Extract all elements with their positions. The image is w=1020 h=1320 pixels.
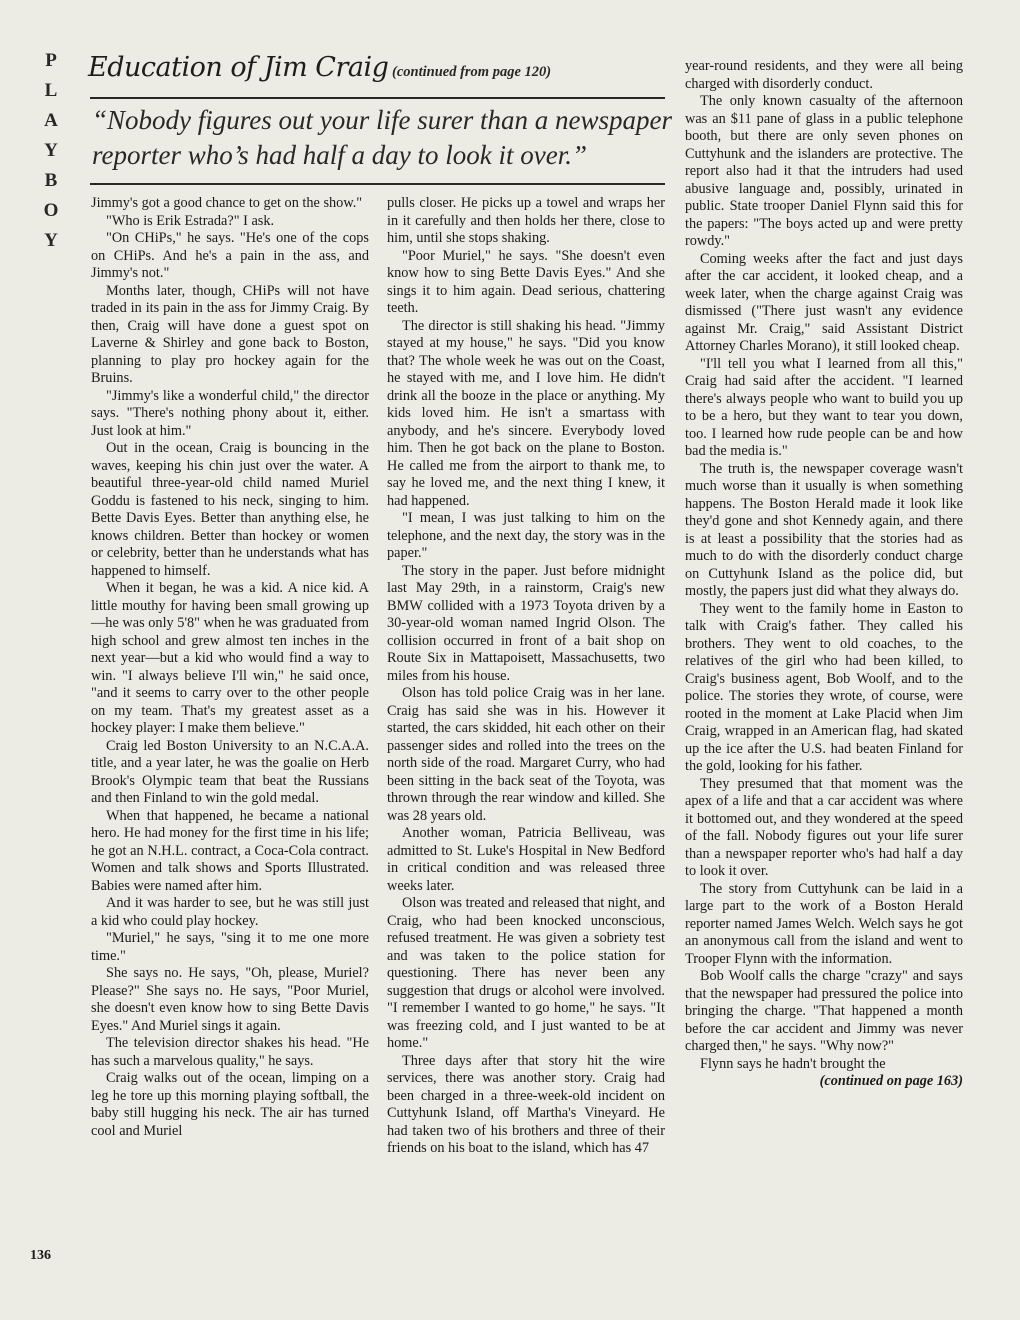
paragraph: And it was harder to see, but he was still just a kid who could play hockey.: [91, 895, 369, 929]
paragraph: "Jimmy's like a wonderful child," the director says. "There's nothing phony about it, either. Just look at him.": [91, 387, 369, 439]
paragraph: Out in the ocean, Craig is bouncing in the waves, keeping his chin just over the water. A beautiful three-year-old child named Muriel Goddu is fastened to his neck, singing to him. Bette Davis Eyes. Better than anything else, he knows children. Better than hockey or women or celebrity, better than he understands what has happened to himself.: [91, 440, 369, 579]
page-number: 136: [30, 1248, 51, 1263]
sidebar-letter: B: [44, 170, 58, 191]
sidebar-letter: L: [44, 80, 58, 101]
paragraph: When it began, he was a kid. A nice kid. A little mouthy for having been small growing up—he was only 5'8" when he was graduated from high school and grew almost ten inches in the next year—but a kid who would find a way to win. "I always believe I'll win," he said once, "and it seems to carry over to the other people on my team. That's my greatest asset as a hockey player: I make them believe.": [91, 580, 369, 736]
paragraph: "Who is Erik Estrada?" I ask.: [106, 212, 275, 229]
paragraph: Craig led Boston University to an N.C.A.A. title, and a year later, he was the goalie on Herb Brook's Olympic team that beat the Russians and then Finland to win the gold medal.: [91, 737, 369, 806]
paragraph: "I mean, I was just talking to him on the telephone, and the next day, the story was in the paper.": [387, 510, 665, 561]
paragraph: When that happened, he became a national hero. He had money for the first time in his life; he got an N.H.L. contract, a Coca-Cola contract. Women and talk shows and Sports Illustrated. Babies were named after him.: [91, 807, 369, 894]
article-column-1: [91, 195, 369, 1140]
paragraph: pulls closer. He picks up a towel and wraps her in it carefully and then holds her there, close to him, until she stops shaking.: [387, 195, 665, 246]
paragraph: The only known casualty of the afternoon was an $11 pane of glass in a public telephone booth, but there are only seven phones on Cuttyhunk and the islanders are protective. The report also had it that the intruders had used abusive language and, possibly, urinated in public. State trooper Daniel Flynn said this for the papers: "The boys acted up and were pretty rowdy.": [685, 93, 963, 249]
paragraph: Craig walks out of the ocean, limping on a leg he tore up this morning playing softball, the baby still hugging his neck. The air has turned cool and Muriel: [91, 1070, 369, 1139]
sidebar-letter: O: [43, 200, 59, 221]
paragraph: Bob Woolf calls the charge "crazy" and says that the newspaper had pressured the police into bringing the charge. "That happened a month before the car accident and Jimmy was never charged then," he says. "Why now?": [685, 968, 963, 1054]
article-column-2: [387, 195, 665, 1158]
pull-quote-bottom-rule: [90, 183, 665, 185]
paragraph: "I'll tell you what I learned from all this," Craig had said after the accident. "I learned there's always people who want to build you up to be a hero, but they want to tear you down, too. I learned how rude people can be and how bad the media is.": [685, 355, 963, 459]
paragraph: Olson has told police Craig was in her lane. Craig has said she was in his. However it started, the cars skidded, hit each other on their passenger sides and rolled into the trees on the north side of the road. Margaret Curry, who had been sitting in the back seat of the Toyota, was thrown through the rear window and killed. She was 28 years old.: [387, 685, 665, 824]
paragraph: The truth is, the newspaper coverage wasn't much worse than it usually is when something happens. The Boston Herald made it look like they'd gone and shot Kennedy again, and there is at least a possibility that the stories had as much to do with the disorderly conduct charge on Cuttyhunk Island as the police did, but mostly, the papers just did what they always do.: [685, 460, 963, 599]
paragraph: "Muriel," he says, "sing it to me one more time.": [91, 930, 369, 964]
paragraph: They presumed that that moment was the apex of a life and that a car accident was where it bottomed out, and they wondered at the speed of the fall. Nobody figures out your life surer than a newspaper reporter who's had half a day to look it over.: [685, 775, 963, 879]
continued-from-note: (continued from page 120): [392, 64, 552, 80]
paragraph: Another woman, Patricia Belliveau, was admitted to St. Luke's Hospital in New Bedford in critical condition and was released three weeks later.: [387, 825, 665, 894]
paragraph: The story in the paper. Just before midnight last May 29th, in a rainstorm, Craig's new BMW collided with a 1973 Toyota driven by a 30-year-old woman named Ingrid Olson. The collision occurred in front of a bait shop on Route Six in Mattapoisett, Massachusetts, two miles from his house.: [387, 562, 665, 684]
paragraph: Coming weeks after the fact and just days after the car accident, it looked cheap, and a week later, when the charge against Craig was dismissed ("There just wasn't any evidence against Mr. Craig," said Assistant District Attorney Charles Morano), it still looked cheap.: [685, 250, 963, 354]
paragraph: Olson was treated and released that night, and Craig, who had been knocked unconscious, refused treatment. He was given a sobriety test and was taken to the police station for questioning. There has never been any suggestion that drugs or alcohol were involved. "I remember I wanted to go home," he says. "It was freezing cold, and I just wanted to be at home.": [387, 895, 665, 1051]
article-title: Education of Jim Craig: [88, 52, 389, 83]
sidebar-letter: A: [44, 110, 58, 131]
paragraph: The story from Cuttyhunk can be laid in a large part to the work of a Boston Herald reporter named James Welch. Welch says he got an anonymous call from the island and went to Trooper Flynn with the information.: [685, 880, 963, 967]
paragraph: The director is still shaking his head. "Jimmy stayed at my house," he says. "Did you know that? The whole week he was out on the Coast, he stayed with me, and I love him. He didn't drink all the booze in the place or anything. My kids loved him. He isn't a smartass with anybody, and he's sincere. Everybody loved him. Then he got back on the plane to Boston. He called me from the airport to thank me, to say he loved me, and the next thing I knew, it had happened.: [387, 317, 665, 509]
sidebar-letter: Y: [44, 140, 58, 161]
paragraph: "On CHiPs," he says. "He's one of the cops on CHiPs. And he's a pain in the ass, and Jimmy's not.": [91, 230, 369, 281]
paragraph: year-round residents, and they were all being charged with disorderly conduct.: [685, 58, 963, 92]
continued-on-note: (continued on page 163): [819, 1073, 963, 1089]
pull-quote-top-rule: [90, 97, 665, 99]
paragraph: Three days after that story hit the wire services, there was another story. Craig had been charged in a three-week-old incident on Cuttyhunk Island, off Martha's Vineyard. He had taken two of his brothers and three of their friends on his boat to the island, which has 47: [387, 1052, 665, 1156]
paragraph: She says no. He says, "Oh, please, Muriel? Please?" She says no. He says, "Poor Muriel, she doesn't even know how to sing Bette Davis Eyes." And Muriel sings it again.: [91, 965, 369, 1034]
magazine-sidebar-name: [38, 46, 64, 256]
paragraph: Jimmy's got a good chance to get on the show.": [91, 195, 363, 211]
article-column-3: [685, 58, 963, 1091]
sidebar-letter: Y: [44, 230, 58, 251]
paragraph: Months later, though, CHiPs will not have traded in its pain in the ass for Jimmy Craig. By then, Craig will have done a guest spot on Laverne & Shirley and gone back to Boston, planning to play pro hockey again for the Bruins.: [91, 282, 369, 386]
paragraph: "Poor Muriel," he says. "She doesn't even know how to sing Bette Davis Eyes." And she sings it to him again. Dead serious, chattering teeth.: [387, 247, 665, 316]
paragraph: They went to the family home in Easton to talk with Craig's father. They called his brothers. They went to old coaches, to the relatives of the girl who had been killed, to Craig's business agent, Bob Woolf, and to the police. The stories they wrote, of course, were rooted in the moment at Lake Placid when Jim Craig, wrapped in an American flag, had skated up the ice after the U.S. had beaten Finland for the gold, looking for his father.: [685, 600, 963, 774]
paragraph: Flynn says he hadn't brought the: [700, 1055, 886, 1072]
pull-quote: “Nobody figures out your life surer than a newspaper reporter who’s had half a day to look it over.”: [92, 105, 672, 170]
paragraph: The television director shakes his head. "He has such a marvelous quality," he says.: [91, 1035, 369, 1069]
sidebar-letter: P: [45, 50, 57, 71]
